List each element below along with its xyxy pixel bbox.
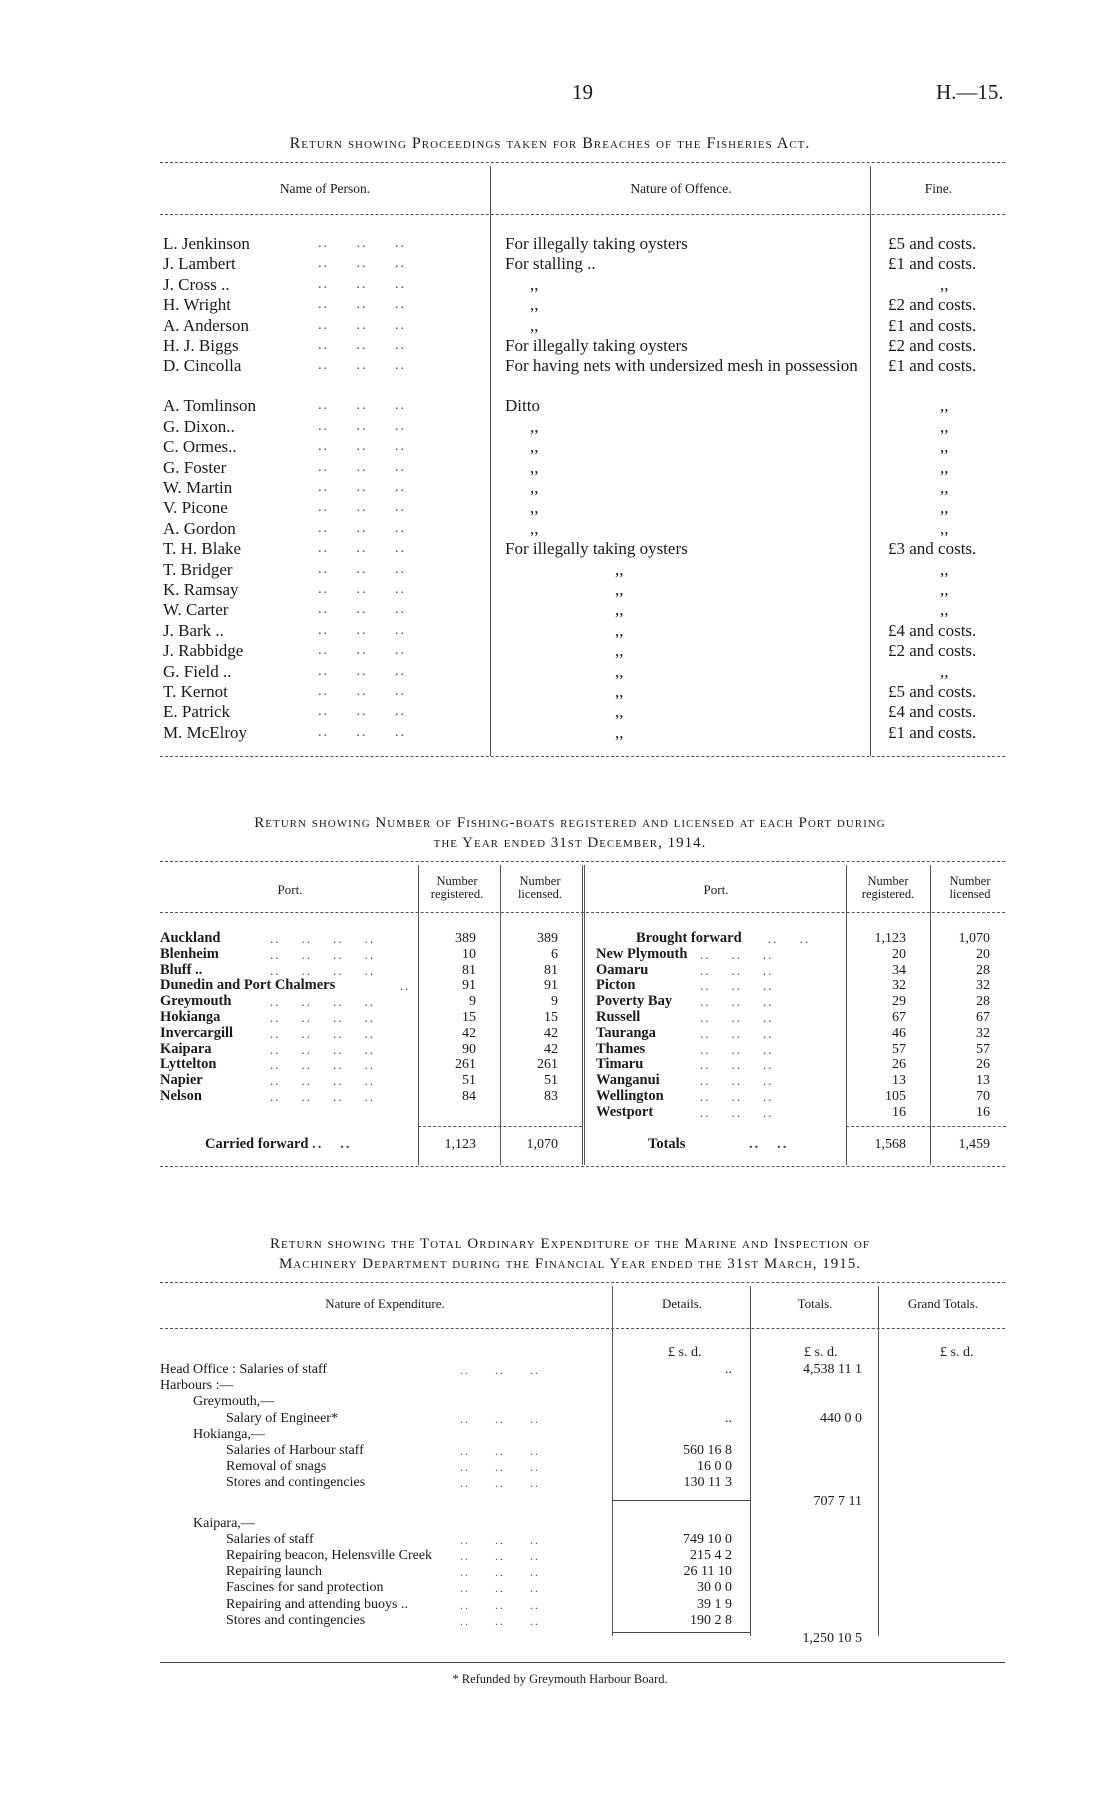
- offence-text: ,,: [530, 315, 539, 335]
- person-name: J. Bark ..: [163, 620, 224, 640]
- port-name: Hokianga: [160, 1009, 221, 1025]
- table3-hokianga-subtotal-rule: [612, 1500, 750, 1501]
- leader-dots: .. .. .. ..: [270, 1010, 375, 1025]
- fine-amount: £1 and costs.: [888, 356, 977, 376]
- registered-count: 16: [892, 1104, 906, 1120]
- leader-dots: .. .. ..: [460, 1460, 540, 1475]
- leader-dots: .. .. ..: [460, 1565, 540, 1580]
- person-name: G. Foster: [163, 457, 227, 477]
- fine-amount: ,,: [940, 498, 949, 518]
- port-name: Russell: [596, 1009, 641, 1025]
- port-name: Invercargill: [160, 1024, 234, 1041]
- leader-dots: .. .. ..: [318, 500, 406, 516]
- table1-col-name: Name of Person.: [279, 181, 371, 196]
- person-name: G. Dixon..: [163, 416, 235, 436]
- registered-count: 91: [462, 978, 476, 994]
- person-name: H. J. Biggs: [163, 336, 239, 355]
- person-name: J. Lambert: [163, 254, 236, 274]
- leader-dots: .. .. ..: [700, 1089, 774, 1104]
- port-name: Lyttelton: [160, 1056, 217, 1073]
- licensed-count: 28: [976, 994, 990, 1010]
- leader-dots: .. .. ..: [700, 1010, 774, 1025]
- leader-dots: .. .. ..: [318, 622, 406, 638]
- table2-title-line2: the Year ended 31st December, 1914.: [433, 835, 707, 851]
- offence-text: ,,: [615, 559, 624, 579]
- registered-count: 15: [462, 1010, 476, 1025]
- totals-amount: 4,538 11 1: [803, 1362, 862, 1377]
- registered-count: 389: [455, 931, 476, 946]
- port-name: Bluff ..: [160, 961, 203, 978]
- port-name: Kaipara: [160, 1040, 212, 1057]
- person-name: G. Field ..: [163, 661, 232, 681]
- leader-dots: .. .. ..: [318, 663, 406, 679]
- fine-amount: ,,: [940, 559, 949, 579]
- fine-amount: ,,: [940, 457, 949, 477]
- fine-amount: £3 and costs.: [888, 539, 977, 559]
- port-name: Thames: [596, 1040, 646, 1057]
- details-amount: ..: [725, 1362, 732, 1377]
- person-name: J. Rabbidge: [163, 641, 244, 661]
- registered-count: 32: [892, 978, 906, 994]
- person-name: W. Carter: [163, 600, 229, 620]
- fine-amount: ,,: [940, 600, 949, 620]
- table2-col-port-right: Port.: [703, 882, 729, 897]
- fine-amount: £4 and costs.: [888, 620, 977, 640]
- port-name: New Plymouth: [596, 945, 688, 962]
- offence-text: ,,: [530, 274, 539, 294]
- totals-amount: 707 7 11: [813, 1493, 862, 1509]
- leader-dots: .. .. ..: [318, 236, 406, 251]
- port-name: Nelson: [160, 1088, 202, 1104]
- licensed-count: 20: [976, 946, 990, 962]
- expenditure-label: Harbours :—: [160, 1378, 234, 1394]
- fine-amount: ,,: [940, 661, 949, 681]
- offence-text: ,,: [615, 682, 624, 701]
- table1-top-rule: [160, 162, 1005, 163]
- leader-dots: .. .. .. ..: [270, 1073, 375, 1089]
- fine-amount: £2 and costs.: [888, 336, 977, 355]
- leader-dots: .. .. ..: [700, 1073, 774, 1089]
- leader-dots: .. .. ..: [318, 317, 406, 333]
- leader-dots: .. .. ..: [318, 439, 406, 455]
- details-amount: 30 0 0: [697, 1580, 732, 1596]
- leader-dots: .. .. ..: [700, 994, 774, 1010]
- licensed-count: 16: [976, 1104, 990, 1120]
- leader-dots: .. .. ..: [318, 480, 406, 495]
- offence-text: Ditto: [505, 396, 540, 416]
- offence-text: ,,: [615, 580, 624, 599]
- licensed-count: 1,070: [958, 931, 990, 946]
- person-name: T. Kernot: [163, 682, 228, 701]
- licensed-count: 32: [976, 1025, 990, 1041]
- person-name: E. Patrick: [163, 702, 231, 722]
- table3-details-currency-head: £ s. d.: [668, 1345, 702, 1360]
- expenditure-label: Salaries of staff: [226, 1531, 314, 1547]
- fine-amount: £1 and costs.: [888, 315, 977, 335]
- table3-top-rule: [160, 1282, 1005, 1283]
- table2-totals-label: Totals .. ..: [648, 1136, 789, 1152]
- leader-dots: .. .. ..: [700, 962, 774, 978]
- licensed-count: 42: [544, 1041, 558, 1057]
- leader-dots: .. .. ..: [460, 1581, 540, 1596]
- licensed-count: 32: [976, 978, 990, 994]
- leader-dots: ..: [400, 978, 411, 994]
- details-amount: 16 0 0: [697, 1459, 732, 1475]
- port-name: Oamaru: [596, 961, 649, 978]
- fine-amount: ,,: [940, 478, 949, 497]
- details-amount: 190 2 8: [690, 1612, 732, 1628]
- page-number: 19: [572, 80, 593, 104]
- port-name: Napier: [160, 1072, 203, 1089]
- leader-dots: .. .. .. ..: [270, 1041, 375, 1057]
- leader-dots: .. .. ..: [460, 1532, 540, 1547]
- leader-dots: .. .. ..: [318, 338, 406, 353]
- details-amount: 130 11 3: [683, 1475, 732, 1491]
- person-name: C. Ormes..: [163, 437, 237, 457]
- fine-amount: £1 and costs.: [888, 722, 977, 742]
- person-name: W. Martin: [163, 478, 233, 497]
- person-name: T. Bridger: [163, 559, 233, 579]
- offence-text: For illegally taking oysters: [505, 234, 688, 253]
- registered-count: 26: [892, 1057, 906, 1073]
- fine-amount: ,,: [940, 274, 949, 294]
- licensed-count: 42: [544, 1025, 558, 1041]
- offence-text: ,,: [530, 437, 539, 457]
- leader-dots: .. .. ..: [318, 541, 406, 557]
- table2-total-rule: [418, 1126, 582, 1127]
- table2-carried-forward-registered: 1,123: [444, 1137, 476, 1152]
- table1-title: Return showing Proceedings taken for Breaches of the Fisheries Act.: [289, 135, 811, 152]
- table1-header-rule: [160, 214, 1005, 215]
- leader-dots: .. .. .. ..: [270, 946, 375, 962]
- fine-amount: ,,: [940, 437, 949, 457]
- person-name: V. Picone: [163, 498, 228, 518]
- licensed-count: 28: [976, 962, 990, 978]
- fine-amount: £5 and costs.: [888, 682, 977, 701]
- registered-count: 105: [885, 1089, 906, 1104]
- offence-text: For having nets with undersized mesh in possession: [505, 356, 858, 376]
- port-name: Auckland: [160, 930, 221, 946]
- table3-col-grand-totals: Grand Totals.: [907, 1296, 979, 1311]
- registered-count: 42: [462, 1025, 476, 1041]
- person-name: H. Wright: [163, 295, 231, 315]
- port-name: Wellington: [596, 1088, 664, 1104]
- person-name: A. Tomlinson: [163, 396, 256, 416]
- leader-dots: .. .. ..: [460, 1549, 540, 1563]
- registered-count: 1,123: [874, 931, 906, 946]
- registered-count: 81: [462, 962, 476, 978]
- table3-totals-currency-head: £ s. d.: [804, 1345, 838, 1360]
- fine-amount: £5 and costs.: [888, 234, 977, 253]
- licensed-count: 70: [976, 1089, 990, 1104]
- leader-dots: .. .. .. ..: [270, 1089, 375, 1104]
- registered-count: 29: [892, 994, 906, 1010]
- offence-text: ,,: [530, 295, 539, 315]
- table3-vrule-3: [878, 1286, 879, 1636]
- port-name: Wanganui: [596, 1072, 660, 1089]
- registered-count: 20: [892, 946, 906, 962]
- leader-dots: .. .. ..: [700, 978, 774, 994]
- expenditure-label: Repairing launch: [226, 1564, 323, 1580]
- expenditure-label: Kaipara,—: [193, 1515, 255, 1531]
- offence-text: ,,: [530, 457, 539, 477]
- registered-count: 261: [455, 1057, 476, 1073]
- person-name: A. Gordon: [163, 518, 236, 538]
- leader-dots: .. .. ..: [460, 1613, 540, 1628]
- registered-count: 9: [469, 994, 476, 1010]
- leader-dots: .. .. ..: [460, 1411, 540, 1426]
- table3-bottom-rule: [160, 1662, 1005, 1663]
- offence-text: ,,: [530, 416, 539, 436]
- table2-col-licensed-left: Number licensed.: [517, 874, 563, 901]
- details-amount: 215 4 2: [690, 1548, 732, 1563]
- leader-dots: .. .. ..: [318, 256, 406, 272]
- table3-footnote: * Refunded by Greymouth Harbour Board.: [452, 1672, 668, 1686]
- fine-amount: £2 and costs.: [888, 641, 977, 661]
- table1-vrule-1: [490, 166, 491, 756]
- table1-vrule-2: [870, 166, 871, 756]
- licensed-count: 261: [537, 1057, 558, 1073]
- person-name: T. H. Blake: [163, 539, 242, 559]
- table2-col-registered-left: Number registered.: [430, 874, 484, 901]
- table1-col-offence: Nature of Offence.: [630, 181, 732, 196]
- expenditure-label: Repairing and attending buoys ..: [226, 1596, 408, 1612]
- expenditure-label: Hokianga,—: [193, 1426, 265, 1442]
- licensed-count: 91: [544, 978, 558, 994]
- totals-amount: 1,250 10 5: [802, 1631, 862, 1646]
- leader-dots: .. .. ..: [318, 643, 406, 659]
- licensed-count: 57: [976, 1041, 990, 1057]
- table3-title-line1: Return showing the Total Ordinary Expenditure of the Marine and Inspection of: [270, 1236, 870, 1252]
- registered-count: 51: [462, 1073, 476, 1089]
- licensed-count: 67: [976, 1010, 990, 1025]
- fine-amount: ,,: [940, 518, 949, 538]
- table2-bottom-rule: [160, 1166, 1005, 1167]
- person-name: D. Cincolla: [163, 356, 242, 376]
- registered-count: 13: [892, 1073, 906, 1089]
- leader-dots: .. .. ..: [460, 1363, 540, 1377]
- offence-text: ,,: [615, 702, 624, 722]
- table2-vrule-mid: [582, 865, 585, 1165]
- licensed-count: 9: [551, 994, 558, 1010]
- leader-dots: .. .. ..: [318, 520, 406, 536]
- table2-top-rule: [160, 861, 1005, 862]
- details-amount: ..: [725, 1410, 732, 1426]
- details-amount: 26 11 10: [683, 1564, 732, 1580]
- table3-title-line2: Machinery Department during the Financial Year ended the 31st March, 1915.: [278, 1256, 862, 1272]
- registered-count: 84: [462, 1089, 476, 1104]
- leader-dots: .. .. .. ..: [270, 1025, 375, 1041]
- leader-dots: .. .. ..: [318, 398, 406, 414]
- registered-count: 10: [462, 946, 476, 962]
- leader-dots: .. .. ..: [700, 1025, 774, 1041]
- offence-text: ,,: [615, 661, 624, 681]
- leader-dots: .. .. ..: [318, 276, 406, 292]
- table1-bottom-rule: [160, 756, 1005, 757]
- table2-totals-registered: 1,568: [874, 1137, 906, 1152]
- registered-count: 34: [892, 962, 906, 978]
- offence-text: ,,: [615, 722, 624, 742]
- licensed-count: 83: [544, 1089, 558, 1104]
- expenditure-label: Salaries of Harbour staff: [226, 1443, 364, 1458]
- leader-dots: .. .. ..: [700, 1057, 774, 1073]
- expenditure-label: Removal of snags: [226, 1459, 327, 1475]
- registered-count: 90: [462, 1041, 476, 1057]
- leader-dots: .. .. ..: [318, 459, 406, 475]
- port-name: Blenheim: [160, 945, 219, 962]
- leader-dots: .. .. ..: [318, 358, 406, 374]
- expenditure-label: Repairing beacon, Helensville Creek: [226, 1548, 433, 1563]
- leader-dots: .. .. ..: [318, 704, 406, 720]
- fine-amount: ,,: [940, 580, 949, 599]
- expenditure-label: Greymouth,—: [193, 1394, 275, 1410]
- leader-dots: .. .. ..: [318, 582, 406, 597]
- person-name: M. McElroy: [163, 722, 248, 742]
- port-name: Timaru: [596, 1056, 644, 1073]
- leader-dots: .. .. ..: [318, 561, 406, 577]
- table3-col-totals: Totals.: [797, 1296, 833, 1311]
- licensed-count: 15: [544, 1010, 558, 1025]
- details-amount: 749 10 0: [683, 1531, 732, 1547]
- expenditure-label: Stores and contingencies: [226, 1475, 366, 1491]
- table3-col-details: Details.: [661, 1296, 703, 1311]
- port-name: Dunedin and Port Chalmers: [160, 977, 336, 994]
- fine-amount: ,,: [940, 396, 949, 416]
- offence-text: ,,: [530, 518, 539, 538]
- fine-amount: £2 and costs.: [888, 295, 977, 315]
- port-name: Brought forward: [636, 930, 742, 946]
- table2-totals-licensed: 1,459: [958, 1137, 990, 1152]
- offence-text: For stalling ..: [505, 254, 596, 274]
- person-name: J. Cross ..: [163, 274, 230, 294]
- leader-dots: .. .. ..: [460, 1597, 540, 1612]
- person-name: L. Jenkinson: [163, 234, 250, 253]
- totals-amount: 440 0 0: [820, 1410, 862, 1426]
- offence-text: ,,: [530, 478, 539, 497]
- offence-text: ,,: [615, 641, 624, 661]
- offence-text: For illegally taking oysters: [505, 336, 688, 355]
- leader-dots: .. .. ..: [700, 1041, 774, 1057]
- table2-col-port-left: Port.: [277, 882, 303, 897]
- licensed-count: 81: [544, 962, 558, 978]
- offence-text: ,,: [615, 620, 624, 640]
- table2-col-licensed-right: Number licensed: [949, 874, 991, 901]
- fine-amount: £4 and costs.: [888, 702, 977, 722]
- person-name: K. Ramsay: [163, 580, 239, 599]
- details-amount: 560 16 8: [683, 1443, 732, 1458]
- leader-dots: .. .. ..: [318, 602, 406, 618]
- table2-carried-forward-licensed: 1,070: [526, 1137, 558, 1152]
- port-name: Westport: [596, 1103, 654, 1120]
- leader-dots: .. ..: [768, 931, 810, 946]
- licensed-count: 389: [537, 931, 558, 946]
- table2-total-rule-right: [846, 1126, 1006, 1127]
- fine-amount: £1 and costs.: [888, 254, 977, 274]
- table3-col-nature: Nature of Expenditure.: [325, 1296, 445, 1311]
- leader-dots: .. .. ..: [318, 297, 406, 313]
- licensed-count: 6: [551, 946, 558, 962]
- registered-count: 57: [892, 1041, 906, 1057]
- table2-carried-forward-label: Carried forward .. ..: [205, 1136, 352, 1152]
- table3-vrule-2: [750, 1286, 751, 1636]
- leader-dots: .. .. ..: [700, 1104, 774, 1120]
- leader-dots: .. .. ..: [318, 418, 406, 434]
- document-reference: H.—15.: [936, 80, 1004, 104]
- port-name: Greymouth: [160, 993, 232, 1010]
- leader-dots: .. .. .. ..: [270, 931, 375, 946]
- port-name: Poverty Bay: [596, 993, 673, 1010]
- table1-col-fine: Fine.: [924, 181, 953, 196]
- offence-text: For illegally taking oysters: [505, 539, 688, 559]
- registered-count: 67: [892, 1010, 906, 1025]
- expenditure-label: Head Office : Salaries of staff: [160, 1362, 328, 1377]
- licensed-count: 51: [544, 1073, 558, 1089]
- table2-title-line1: Return showing Number of Fishing-boats registered and licensed at each Port during: [254, 815, 886, 831]
- table3-grand-currency-head: £ s. d.: [940, 1345, 974, 1360]
- table2-col-registered-right: Number registered.: [861, 874, 915, 901]
- leader-dots: .. .. ..: [700, 946, 774, 962]
- leader-dots: .. .. .. ..: [270, 962, 375, 978]
- expenditure-label: Salary of Engineer*: [226, 1410, 338, 1426]
- fine-amount: ,,: [940, 416, 949, 436]
- leader-dots: .. .. .. ..: [270, 1057, 375, 1073]
- port-name: Tauranga: [596, 1024, 656, 1041]
- port-name: Picton: [596, 977, 636, 994]
- licensed-count: 26: [976, 1057, 990, 1073]
- expenditure-label: Fascines for sand protection: [226, 1580, 384, 1596]
- leader-dots: .. .. ..: [460, 1476, 540, 1491]
- offence-text: ,,: [530, 498, 539, 518]
- registered-count: 46: [892, 1025, 906, 1041]
- table3-kaipara-subtotal-rule: [612, 1632, 750, 1633]
- leader-dots: .. .. .. ..: [270, 994, 375, 1010]
- expenditure-label: Stores and contingencies: [226, 1612, 366, 1628]
- details-amount: 39 1 9: [697, 1596, 732, 1612]
- offence-text: ,,: [615, 600, 624, 620]
- leader-dots: .. .. ..: [318, 724, 406, 740]
- person-name: A. Anderson: [163, 315, 249, 335]
- leader-dots: .. .. ..: [460, 1444, 540, 1458]
- leader-dots: .. .. ..: [318, 684, 406, 699]
- licensed-count: 13: [976, 1073, 990, 1089]
